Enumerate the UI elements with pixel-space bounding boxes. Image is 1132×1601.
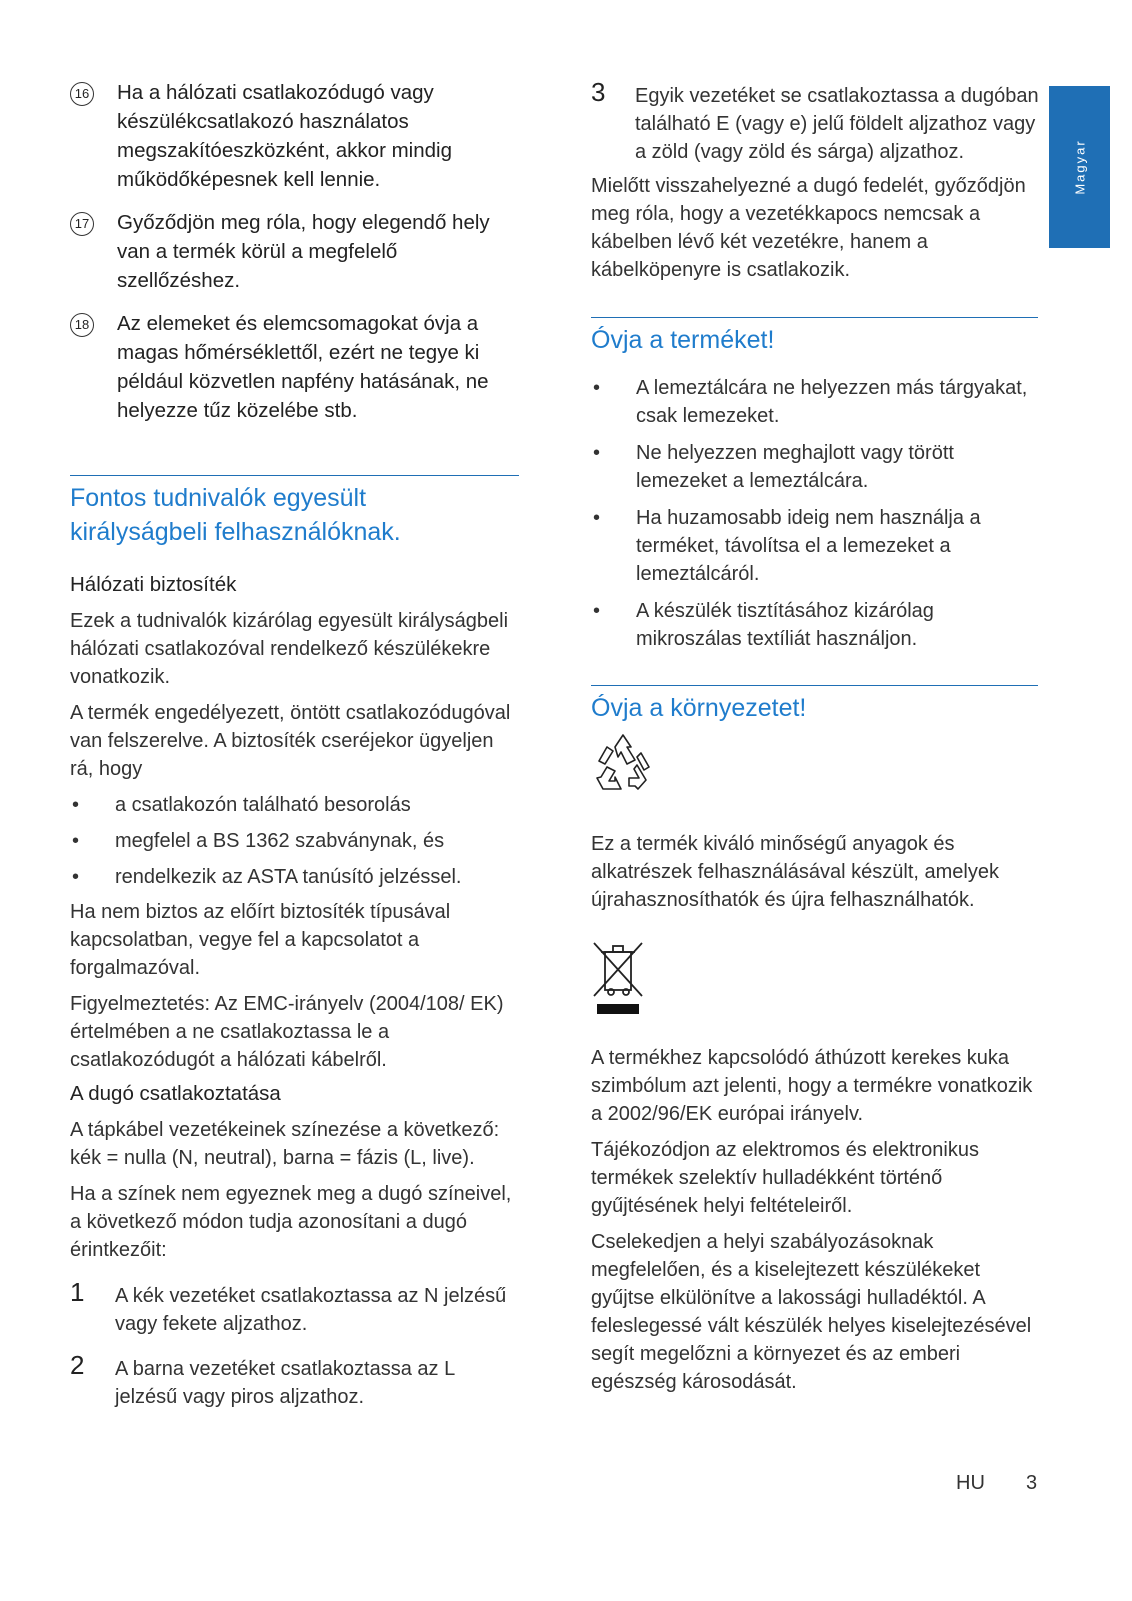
- step-text: A kék vezetéket csatlakoztassa az N jelzésű vagy fekete aljzathoz.: [115, 1285, 507, 1335]
- environment-paragraph-2: A termékhez kapcsolódó áthúzott kerekes kuka szimbólum azt jelenti, hogy a termékre vonatkozik a 2002/96/EK európai irányelv.: [591, 1047, 1033, 1125]
- circled-number: 18: [70, 313, 94, 337]
- uk-section-title: [70, 481, 522, 549]
- recycle-icon: [591, 733, 655, 795]
- protect-bullet: • Ha huzamosabb ideig nem használja a terméket, távolítsa el a lemezeket a lemeztálcáról.: [593, 507, 981, 585]
- plug-heading: A dugó csatlakoztatása: [70, 1082, 281, 1105]
- section-divider: [70, 475, 519, 476]
- bullet-item: • rendelkezik az ASTA tanúsító jelzéssel.: [72, 866, 462, 888]
- protect-bullet: • Ne helyezzen meghajlott vagy törött lemezeket a lemeztálcára.: [593, 442, 954, 492]
- step-number: 3: [591, 77, 606, 107]
- fuse-paragraph-4: Figyelmeztetés: Az EMC-irányelv (2004/108/ EK) értelmében a ne csatlakoztassa le a csatlakozódugót a hálózati kábelről.: [70, 993, 504, 1071]
- fuse-paragraph-3: Ha nem biztos az előírt biztosíték típusával kapcsolatban, vegye fel a kapcsolatot a forgalmazóval.: [70, 901, 451, 979]
- environment-paragraph-3: Tájékozódjon az elektromos és elektronikus termékek szelektív hulladékként történő gyűjtésének helyi feltételeiről.: [591, 1139, 979, 1217]
- right-column: [591, 78, 1043, 1396]
- protect-title: Óvja a terméket!: [591, 326, 775, 354]
- uk-title-line2: királyságbeli felhasználóknak.: [70, 518, 401, 546]
- step-2: [70, 1350, 522, 1411]
- section-divider: [591, 317, 1038, 318]
- step-1: [70, 1277, 522, 1338]
- numbered-item-text: Ha a hálózati csatlakozódugó vagy készülékcsatlakozó használatos megszakítóeszközként, akkor mindig működőképesnek kell lennie.: [117, 81, 452, 191]
- circled-number: 17: [70, 212, 94, 236]
- plug-paragraph-1: A tápkábel vezetékeinek színezése a következő: kék = nulla (N, neutral), barna = fázis (L, live).: [70, 1119, 500, 1169]
- numbered-item-text: Győződjön meg róla, hogy elegendő hely van a termék körül a megfelelő szellőzéshez.: [117, 211, 490, 292]
- cover-paragraph: Mielőtt visszahelyezné a dugó fedelét, győződjön meg róla, hogy a vezetékkapocs nemcsak a kábelben lévő két vezetékre, hanem a kábelköpenyre is csatlakozik.: [591, 175, 1026, 281]
- protect-bullet: • A készülék tisztításához kizárólag mikroszálas textíliát használjon.: [593, 600, 934, 650]
- footer-language: HU: [956, 1472, 985, 1494]
- environment-paragraph-4: Cselekedjen a helyi szabályozásoknak megfelelően, és a kiselejtezett készülékeket gyűjtse elkülönítve a lakossági hulladéktól. A feleslegessé vált készülék helyes kiselejtezésével segít megelőzni a környezet és az emberi egészség károsodását.: [591, 1231, 1032, 1393]
- environment-title: Óvja a környezetet!: [591, 694, 807, 722]
- section-divider: [591, 685, 1038, 686]
- left-column: [70, 78, 522, 1411]
- fuse-heading: Hálózati biztosíték: [70, 573, 237, 596]
- crossed-bin-icon: [591, 940, 645, 1016]
- bullet-item: • megfelel a BS 1362 szabványnak, és: [72, 830, 445, 852]
- language-tab: [1049, 86, 1110, 248]
- uk-title-line1: Fontos tudnivalók egyesült: [70, 484, 367, 512]
- step-text: Egyik vezetéket se csatlakoztassa a dugóban található E (vagy e) jelű földelt aljzathoz vagy a zöld (vagy zöld és sárga) aljzathoz.: [635, 85, 1039, 163]
- step-number: 2: [70, 1350, 85, 1380]
- language-tab-label: Magyar: [1072, 139, 1087, 195]
- numbered-item-text: Az elemeket és elemcsomagokat óvja a magas hőmérséklettől, ezért ne tegye ki például közvetlen napfény hatásának, ne helyezze tűz közelébe stb.: [117, 312, 489, 422]
- fuse-paragraph-2: A termék engedélyezett, öntött csatlakozódugóval van felszerelve. A biztosíték cseréjekor ügyeljen rá, hogy: [70, 702, 511, 780]
- step-text: A barna vezetéket csatlakoztassa az L jelzésű vagy piros aljzathoz.: [115, 1358, 455, 1408]
- fuse-paragraph-1: Ezek a tudnivalók kizárólag egyesült királyságbeli hálózati csatlakozóval rendelkező készülékekre vonatkozik.: [70, 610, 509, 688]
- numbered-item-17: [70, 208, 522, 295]
- protect-bullet: • A lemeztálcára ne helyezzen más tárgyakat, csak lemezeket.: [593, 377, 1028, 427]
- numbered-item-18: [70, 309, 522, 425]
- numbered-item-16: [70, 78, 522, 194]
- circled-number: 16: [70, 82, 94, 106]
- step-3: [591, 77, 1043, 166]
- bullet-item: • a csatlakozón található besorolás: [72, 794, 411, 816]
- plug-paragraph-2: Ha a színek nem egyeznek meg a dugó színeivel, a következő módon tudja azonosítani a dugó érintkezőit:: [70, 1183, 512, 1261]
- page-number: 3: [1026, 1472, 1038, 1494]
- environment-paragraph-1: Ez a termék kiváló minőségű anyagok és alkatrészek felhasználásával készült, amelyek újrahasznosíthatók és újra felhasználhatók.: [591, 833, 999, 911]
- step-number: 1: [70, 1277, 85, 1307]
